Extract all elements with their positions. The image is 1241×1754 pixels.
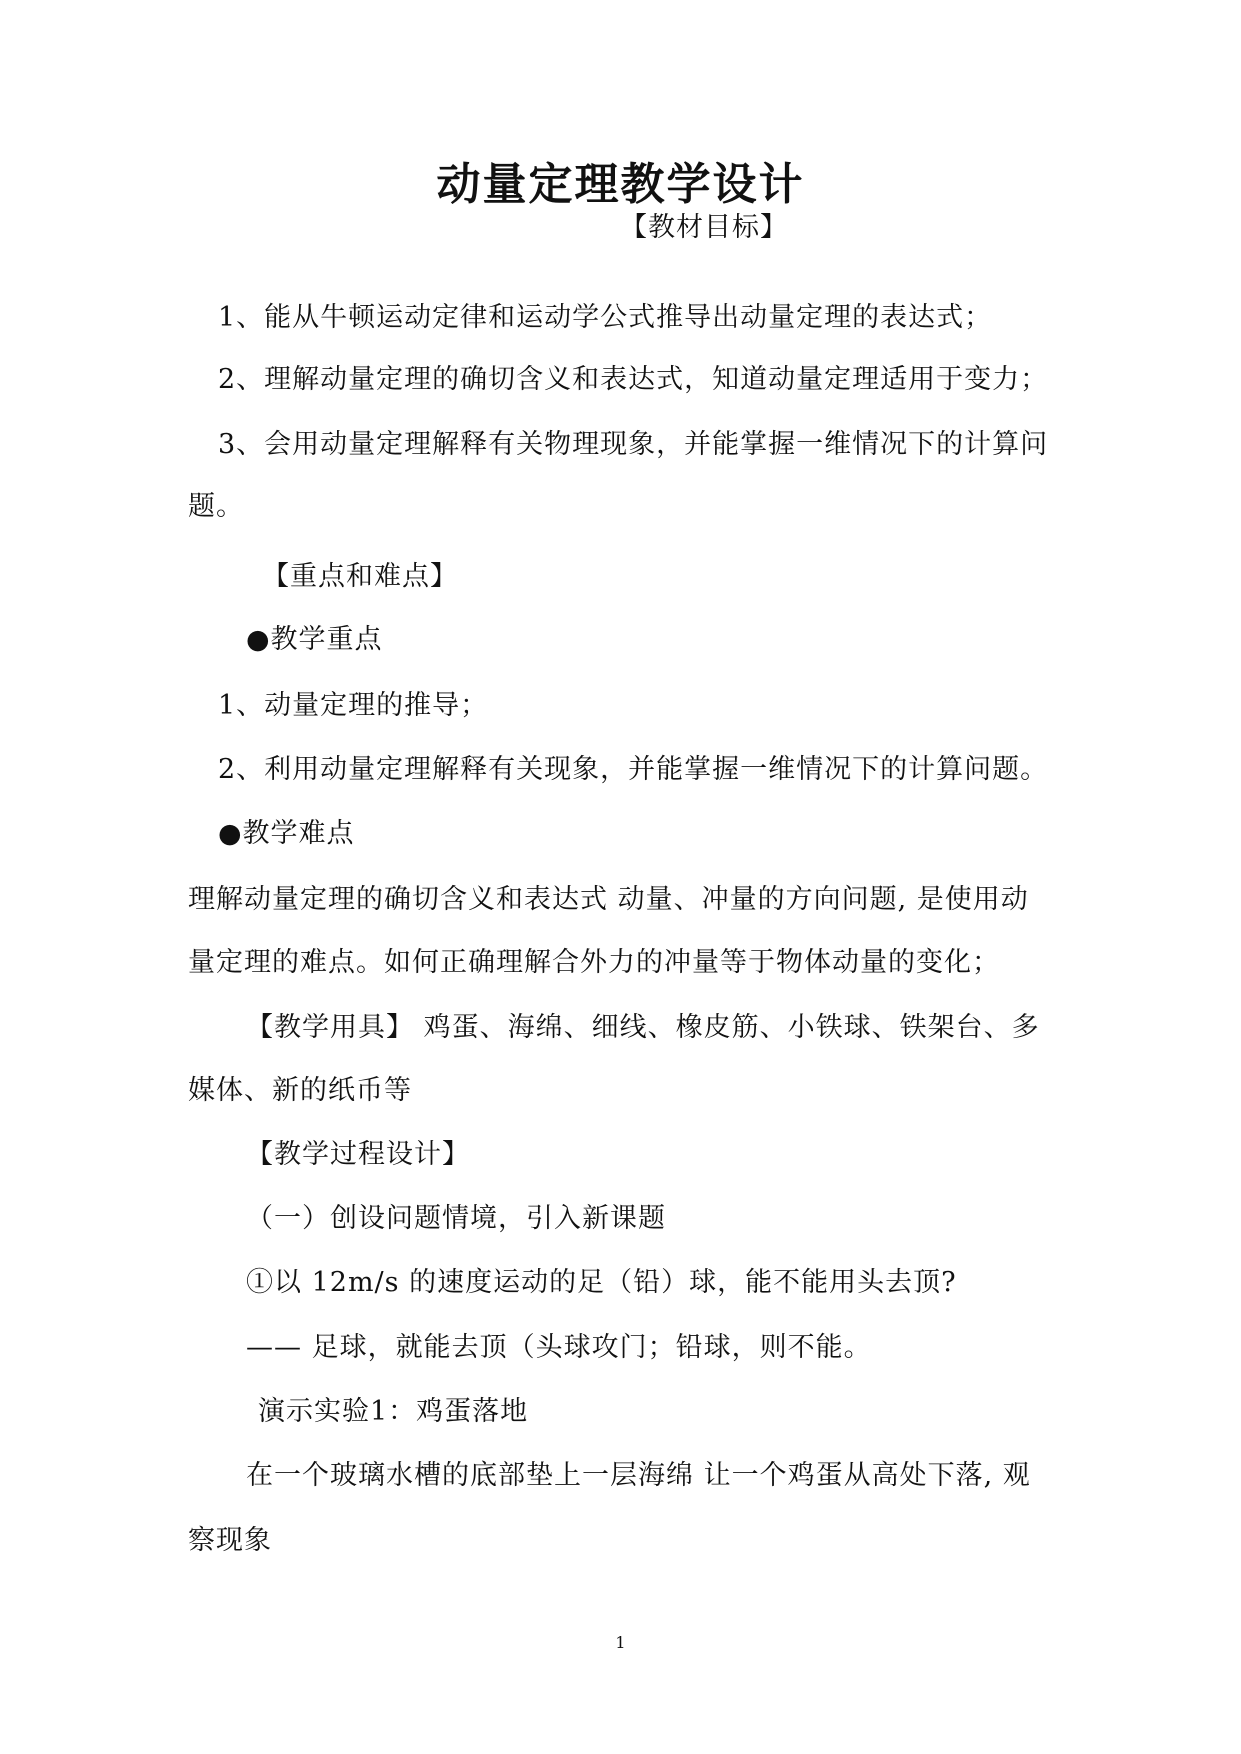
- question-1: ①以 12m/s 的速度运动的足（铅）球，能不能用头去顶?: [246, 1267, 957, 1298]
- teaching-tools-line-1: 【教学用具】 鸡蛋、海绵、细线、橡皮筋、小铁球、铁架台、多: [246, 1012, 1040, 1043]
- process-step-1-heading: （一）创设问题情境，引入新课题: [246, 1203, 666, 1234]
- answer-1: —— 足球，就能去顶（头球攻门；铅球，则不能。: [246, 1332, 872, 1363]
- difficulty-paragraph-line-2: 量定理的难点。如何正确理解合外力的冲量等于物体动量的变化；: [188, 947, 1000, 978]
- goal-item-3: 3、会用动量定理解释有关物理现象，并能掌握一维情况下的计算问: [218, 429, 1049, 460]
- focus-item-1: 1、动量定理的推导；: [218, 690, 489, 721]
- goal-item-1: 1、能从牛顿运动定律和运动学公式推导出动量定理的表达式；: [218, 302, 993, 333]
- subheading-teaching-focus: ●教学重点: [246, 624, 383, 655]
- section-heading-textbook-goals: 【教材目标】: [620, 212, 788, 243]
- subheading-teaching-difficulty: ●教学难点: [218, 818, 355, 849]
- demo-experiment-1-line-1: 在一个玻璃水槽的底部垫上一层海绵 让一个鸡蛋从高处下落, 观: [246, 1460, 1031, 1491]
- page-number: 1: [615, 1633, 626, 1652]
- goal-item-2: 2、理解动量定理的确切含义和表达式，知道动量定理适用于变力；: [218, 364, 1049, 395]
- teaching-tools-line-2: 媒体、新的纸币等: [188, 1075, 412, 1106]
- demo-experiment-1-line-2: 察现象: [188, 1525, 272, 1556]
- focus-item-2: 2、利用动量定理解释有关现象，并能掌握一维情况下的计算问题。: [218, 754, 1049, 785]
- goal-item-3-continued: 题。: [188, 491, 244, 522]
- section-heading-key-points: 【重点和难点】: [262, 561, 458, 592]
- demo-experiment-1-heading: 演示实验1：鸡蛋落地: [258, 1396, 529, 1427]
- difficulty-paragraph-line-1: 理解动量定理的确切含义和表达式 动量、冲量的方向问题, 是使用动: [188, 884, 1029, 915]
- section-heading-process-design: 【教学过程设计】: [246, 1139, 470, 1170]
- document-title: 动量定理教学设计: [436, 159, 805, 210]
